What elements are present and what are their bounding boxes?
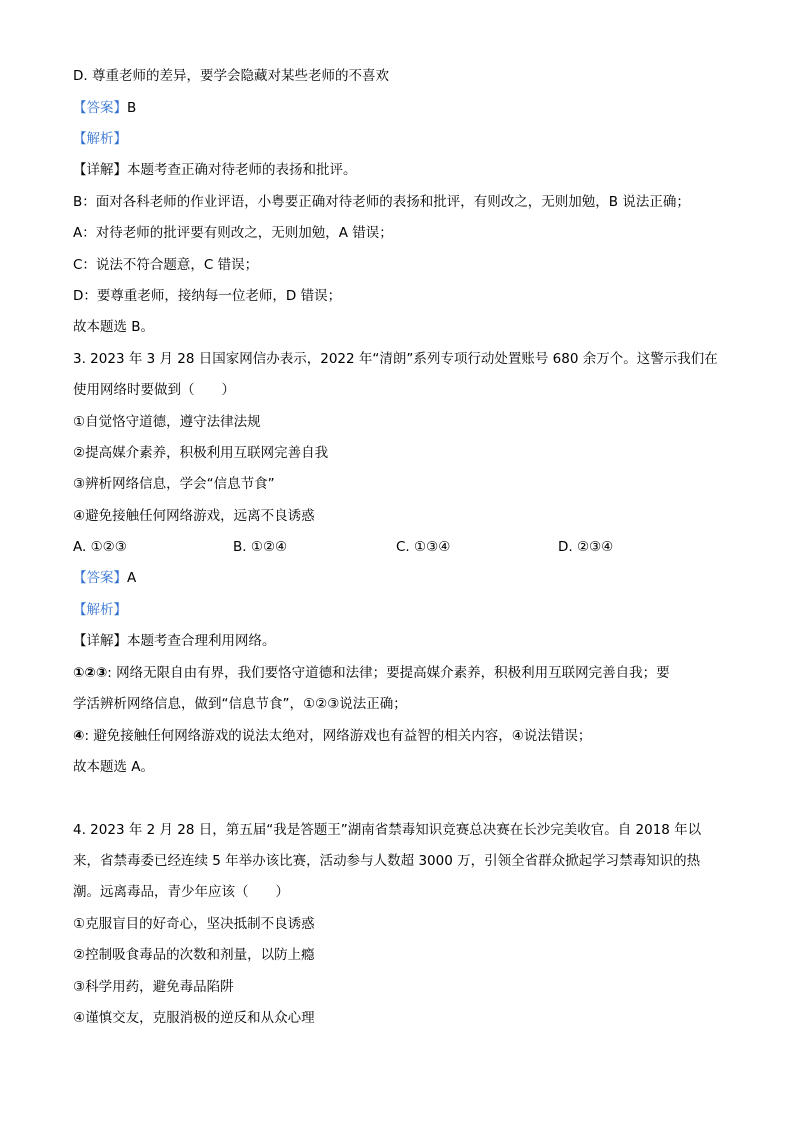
q4-stem-line3: 潮。远离毒品，青少年应该（ ）	[73, 884, 289, 900]
q3-option-b: B. ①②④	[233, 539, 288, 555]
q3-stem-line1: 3. 2023 年 3 月 28 日国家网信办表示，2022 年“清朗”系列专项行动处置账号 680 余万个。这警示我们在	[73, 351, 718, 367]
q3-option-d: D. ②③④	[558, 539, 614, 555]
q2-option-d: D. 尊重老师的差异，要学会隐藏对某些老师的不喜欢	[73, 68, 389, 84]
q4-item-2: ②控制吸食毒品的次数和剂量，以防上瘾	[73, 947, 315, 963]
q3-detail	[73, 631, 734, 651]
answer-tag: 【答案】	[73, 570, 127, 586]
q3-explanation-2	[73, 726, 734, 746]
explanation-text: : 避免接触任何网络游戏的说法太绝对，网络游戏也有益智的相关内容，④说法错误；	[84, 728, 592, 744]
marker: ④	[73, 728, 85, 744]
q3-stem-line2: 使用网络时要做到（ ）	[73, 382, 235, 398]
q2-conclusion: 故本题选 B。	[73, 319, 155, 335]
q3-option-a: A. ①②③	[73, 539, 127, 555]
explanation-text: : 网络无限自由有界，我们要恪守道德和法律；要提高媒介素养，积极利用互联网完善自我；要	[107, 665, 670, 681]
q3-answer	[73, 568, 734, 588]
answer-value: B	[127, 100, 137, 116]
q3-item-3: ③辨析网络信息，学会“信息节食”	[73, 476, 275, 492]
q3-item-2: ②提高媒介素养，积极利用互联网完善自我	[73, 445, 329, 461]
q3-explanation-1-cont: 学活辨析网络信息，做到“信息节食”，①②③说法正确；	[73, 696, 407, 712]
q3-item-1: ①自觉恪守道德，遵守法律法规	[73, 414, 261, 430]
q2-explanation-c: C：说法不符合题意，C 错误；	[73, 257, 259, 273]
q3-explanation-1	[73, 663, 734, 683]
q2-explanation-a: A：对待老师的批评要有则改之，无则加勉，A 错误；	[73, 225, 393, 241]
q2-explanation-d: D：要尊重老师，接纳每一位老师，D 错误；	[73, 288, 342, 304]
q4-item-3: ③科学用药，避免毒品陷阱	[73, 979, 234, 995]
q4-stem-line2: 来，省禁毒委已经连续 5 年举办该比赛，活动参与人数超 3000 万，引领全省群众掀起学习禁毒知识的热	[73, 853, 701, 869]
detail-text: 本题考查合理利用网络。	[127, 633, 276, 649]
q2-answer	[73, 98, 734, 118]
answer-tag: 【答案】	[73, 100, 127, 116]
q2-detail	[73, 160, 734, 180]
detail-tag: 【详解】	[73, 162, 127, 178]
detail-tag: 【详解】	[73, 633, 127, 649]
q4-item-4: ④谨慎交友，克服消极的逆反和从众心理	[73, 1010, 315, 1026]
answer-value: A	[127, 570, 137, 586]
q4-stem-line1: 4. 2023 年 2 月 28 日，第五届“我是答题王”湖南省禁毒知识竞赛总决赛在长沙完美收官。自 2018 年以	[73, 822, 702, 838]
marker: ①②③	[73, 665, 108, 681]
q2-explanation-b: B：面对各科老师的作业评语，小粤要正确对待老师的表扬和批评，有则改之，无则加勉，B 说法正确；	[73, 194, 690, 210]
q2-analysis-tag: 【解析】	[73, 131, 127, 147]
q4-item-1: ①克服盲目的好奇心，坚决抵制不良诱惑	[73, 916, 315, 932]
q3-option-c: C. ①③④	[396, 539, 451, 555]
q3-analysis-tag: 【解析】	[73, 602, 127, 618]
detail-text: 本题考查正确对待老师的表扬和批评。	[127, 162, 357, 178]
q3-item-4: ④避免接触任何网络游戏，远离不良诱惑	[73, 508, 315, 524]
q3-conclusion: 故本题选 A。	[73, 759, 155, 775]
